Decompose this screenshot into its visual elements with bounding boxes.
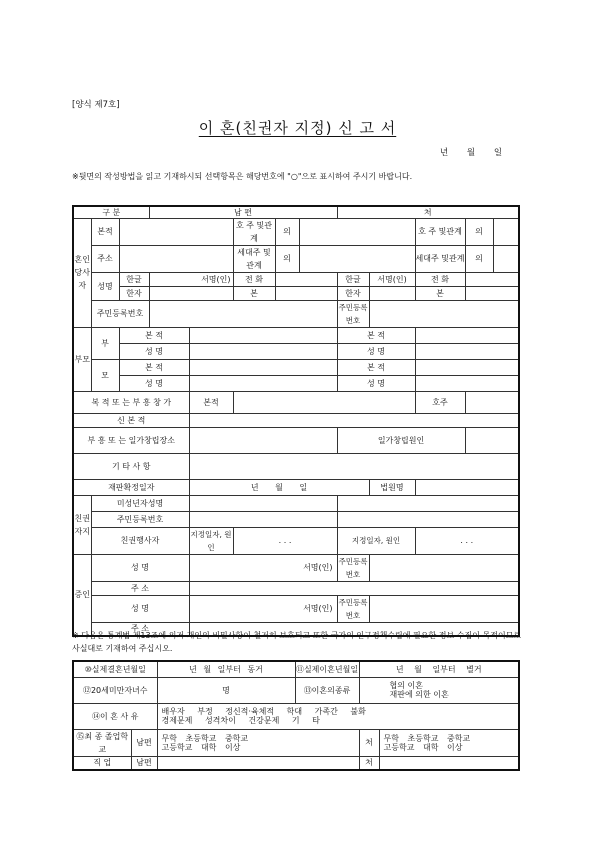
wife-phone-label: 전 화 — [415, 272, 465, 286]
label-bonjeok: 본적 — [91, 218, 119, 245]
witness2-name-label: 성 명 — [91, 595, 189, 622]
restore-bonjeok-field[interactable] — [233, 391, 415, 413]
wife-sedaeju-ui: 의 — [465, 245, 493, 272]
occupation-label: 직 업 — [73, 756, 131, 770]
husband-resident-no-field[interactable] — [149, 300, 337, 327]
husband-juso-field[interactable] — [119, 245, 233, 272]
husband-seal[interactable]: 서명(인) — [149, 272, 233, 286]
occupation-wife-label: 처 — [359, 756, 379, 770]
statistics-note: ※ 다음은 통계법 제13조에 의거 개인의 비밀사항이 철저히 보호되고 또한 국가의 인구정책수립에 필요한 정보 수집이 목적이므로 사실대로 기재하여 주십시오. — [72, 631, 522, 653]
father-label: 부 — [91, 327, 119, 359]
divorce-type-options[interactable] — [359, 677, 519, 703]
wife-juso-field[interactable] — [299, 245, 415, 272]
cause-field[interactable] — [465, 427, 519, 453]
wife-mother-bonjeok-field[interactable] — [415, 359, 519, 375]
witness2-resident-field[interactable] — [369, 595, 519, 622]
judgment-date-label: 재판확정일자 — [73, 479, 189, 495]
wife-bon-label: 본 — [415, 286, 465, 300]
witness2-seal[interactable]: 서명(인) — [189, 595, 337, 622]
father-name-label: 성 명 — [119, 343, 189, 359]
wife-bon-field[interactable] — [465, 286, 519, 300]
wife-phone-field[interactable] — [465, 272, 519, 286]
actual-divorce-date-field[interactable]: 년 월 일부터 별거 — [359, 661, 519, 677]
wife-hoju-label: 호 주 및관계 — [415, 218, 465, 245]
husband-father-name-field[interactable] — [189, 343, 337, 359]
husband-hoju-ui: 의 — [275, 218, 299, 245]
minor-name-wife-field[interactable] — [337, 495, 519, 511]
minor-name-husband-field[interactable] — [189, 495, 337, 511]
wife-sedaeju-field[interactable] — [493, 245, 519, 272]
divorce-type-option-1[interactable]: 협의 이혼 — [389, 681, 423, 690]
wife-hanja-label: 한자 — [337, 286, 369, 300]
witness-section-label: 증인 — [73, 554, 91, 636]
husband-phone-label: 전 화 — [233, 272, 275, 286]
divorce-type-label: ⑬이혼의종류 — [295, 677, 359, 703]
statistics-table — [72, 660, 520, 771]
education-husband-line-2[interactable]: 고등학교 대학 이상 — [161, 742, 241, 752]
header-wife: 처 — [337, 206, 519, 218]
restore-label: 복 적 또 는 부 흥 창 가 — [73, 391, 189, 413]
wife-mother-name-label: 성 명 — [337, 375, 415, 391]
mother-bonjeok-label: 본 적 — [119, 359, 189, 375]
wife-father-bonjeok-field[interactable] — [415, 327, 519, 343]
wife-mother-name-field[interactable] — [415, 375, 519, 391]
restore-place-field[interactable] — [189, 427, 337, 453]
witness1-seal[interactable]: 서명(인) — [189, 554, 337, 581]
new-bonjeok-label: 신 본 적 — [73, 413, 189, 427]
occupation-husband-field[interactable] — [157, 756, 359, 770]
wife-hanja-field[interactable] — [369, 286, 415, 300]
new-bonjeok-field[interactable] — [189, 413, 519, 427]
cause-label: 일가창립원인 — [337, 427, 465, 453]
husband-sedaeju-ui: 의 — [275, 245, 299, 272]
instruction-note: ※뒷면의 작성방법을 읽고 기재하시되 선택항목은 해당번호에 "○"으로 표시하여 주시기 바랍니다. — [72, 172, 413, 181]
restore-hoju-label: 호주 — [415, 391, 465, 413]
final-education-label: ⑮최 종 졸업학교 — [73, 729, 131, 756]
custody-resident-no-field[interactable] — [189, 511, 337, 527]
party-section-label: 혼인당사자 — [73, 218, 91, 327]
etc-field[interactable] — [189, 453, 519, 479]
wife-resident-no-field[interactable] — [369, 300, 519, 327]
education-wife-line-2[interactable]: 고등학교 대학 이상 — [383, 742, 463, 752]
education-husband-label: 남편 — [131, 729, 157, 756]
witness1-resident-label: 주민등록번호 — [337, 554, 369, 581]
divorce-type-option-2[interactable]: 재판에 의한 이혼 — [389, 690, 449, 699]
education-wife-line-1[interactable]: 무학 초등학교 중학교 — [383, 733, 471, 743]
report-date: 년 월 일 — [440, 148, 503, 158]
witness2-juso-label: 주 소 — [91, 622, 189, 636]
husband-mother-name-field[interactable] — [189, 375, 337, 391]
husband-hanja-label: 한자 — [119, 286, 149, 300]
wife-hangul-label: 한글 — [337, 272, 369, 286]
form-title: 이 혼(친권자 지정) 신 고 서 — [198, 119, 397, 137]
header-gubun: 구 분 — [73, 206, 149, 218]
husband-bon-label: 본 — [233, 286, 275, 300]
wife-father-name-label: 성 명 — [337, 343, 415, 359]
custodian-label: 친권행사자 — [91, 527, 189, 554]
wife-seal[interactable]: 서명(인) — [369, 272, 415, 286]
husband-phone-field[interactable] — [275, 272, 337, 286]
wife-father-bonjeok-label: 본 적 — [337, 327, 415, 343]
custody-resident-no-label: 주민등록번호 — [91, 511, 189, 527]
witness1-name-label: 성 명 — [91, 554, 189, 581]
wife-sedaeju-label: 세대주 및관계 — [415, 245, 465, 272]
witness1-resident-field[interactable] — [369, 554, 519, 581]
actual-marriage-date-label: ⑩실제결혼년월일 — [73, 661, 157, 677]
divorce-reason-line-1[interactable]: 배우자 부정 정신적·육체적 학대 가족간 불화 — [161, 707, 366, 716]
wife-resident-no-label: 주민등록번호 — [337, 300, 369, 327]
occupation-wife-field[interactable] — [379, 756, 519, 770]
education-wife-options[interactable] — [379, 729, 519, 756]
wife-mother-bonjeok-label: 본 적 — [337, 359, 415, 375]
header-husband: 남 편 — [149, 206, 337, 218]
education-wife-label: 처 — [359, 729, 379, 756]
restore-bonjeok-label: 본적 — [189, 391, 233, 413]
husband-mother-bonjeok-field[interactable] — [189, 359, 337, 375]
custody-section-label: 친권자지 — [73, 495, 91, 554]
mother-name-label: 성 명 — [119, 375, 189, 391]
education-husband-line-1[interactable]: 무학 초등학교 중학교 — [161, 733, 249, 743]
witness1-juso-field[interactable] — [189, 581, 519, 595]
husband-bonjeok-field[interactable] — [119, 218, 233, 245]
divorce-reason-options[interactable] — [157, 703, 519, 729]
label-seongmyeong: 성명 — [91, 272, 119, 300]
wife-hoju-field[interactable] — [493, 218, 519, 245]
children-under-20-field[interactable]: 명 — [157, 677, 295, 703]
husband-hangul-label: 한글 — [119, 272, 149, 286]
restore-hoju-field[interactable] — [465, 391, 519, 413]
divorce-reason-label: ⑭이 혼 사 유 — [73, 703, 157, 729]
etc-label: 기 타 사 항 — [73, 453, 189, 479]
designation-label-2: 지정일자, 원인 — [337, 527, 415, 554]
court-label: 법원명 — [369, 479, 415, 495]
wife-hoju-ui: 의 — [465, 218, 493, 245]
minor-name-label: 미성년자성명 — [91, 495, 189, 511]
restore-place-label: 부 흥 또 는 일가창립장소 — [73, 427, 189, 453]
husband-bon-field[interactable] — [275, 286, 337, 300]
actual-divorce-date-label: ⑪실제이혼년월일 — [295, 661, 359, 677]
main-form-table — [72, 205, 520, 637]
label-juso: 주소 — [91, 245, 119, 272]
designation-dots-2[interactable]: . . . — [415, 527, 519, 554]
wife-bonjeok-field[interactable] — [299, 218, 415, 245]
designation-label: 지정일자, 원인 — [189, 527, 233, 554]
witness1-juso-label: 주 소 — [91, 581, 189, 595]
husband-sedaeju-label: 세대주 및관계 — [233, 245, 275, 272]
husband-father-bonjeok-field[interactable] — [189, 327, 337, 343]
custody-resident-no-field-2[interactable] — [337, 511, 519, 527]
occupation-husband-label: 남편 — [131, 756, 157, 770]
husband-hoju-label: 호 주 및관계 — [233, 218, 275, 245]
judgment-date-field[interactable]: 년 월 일 — [189, 479, 369, 495]
education-husband-options[interactable] — [157, 729, 359, 756]
form-number: [양식 제7호] — [72, 100, 120, 110]
designation-dots[interactable]: . . . — [233, 527, 337, 554]
parents-section-label: 부모 — [73, 327, 91, 391]
mother-label: 모 — [91, 359, 119, 391]
label-resident-no: 주민등록번호 — [91, 300, 149, 327]
wife-father-name-field[interactable] — [415, 343, 519, 359]
actual-marriage-date-field[interactable]: 년 월 일부터 동거 — [157, 661, 295, 677]
father-bonjeok-label: 본 적 — [119, 327, 189, 343]
children-under-20-label: ⑫20세미만자녀수 — [73, 677, 157, 703]
court-field[interactable] — [415, 479, 519, 495]
divorce-reason-line-2[interactable]: 경제문제 성격차이 건강문제 기 타 — [161, 716, 320, 725]
husband-hanja-field[interactable] — [149, 286, 233, 300]
witness2-resident-label: 주민등록번호 — [337, 595, 369, 622]
